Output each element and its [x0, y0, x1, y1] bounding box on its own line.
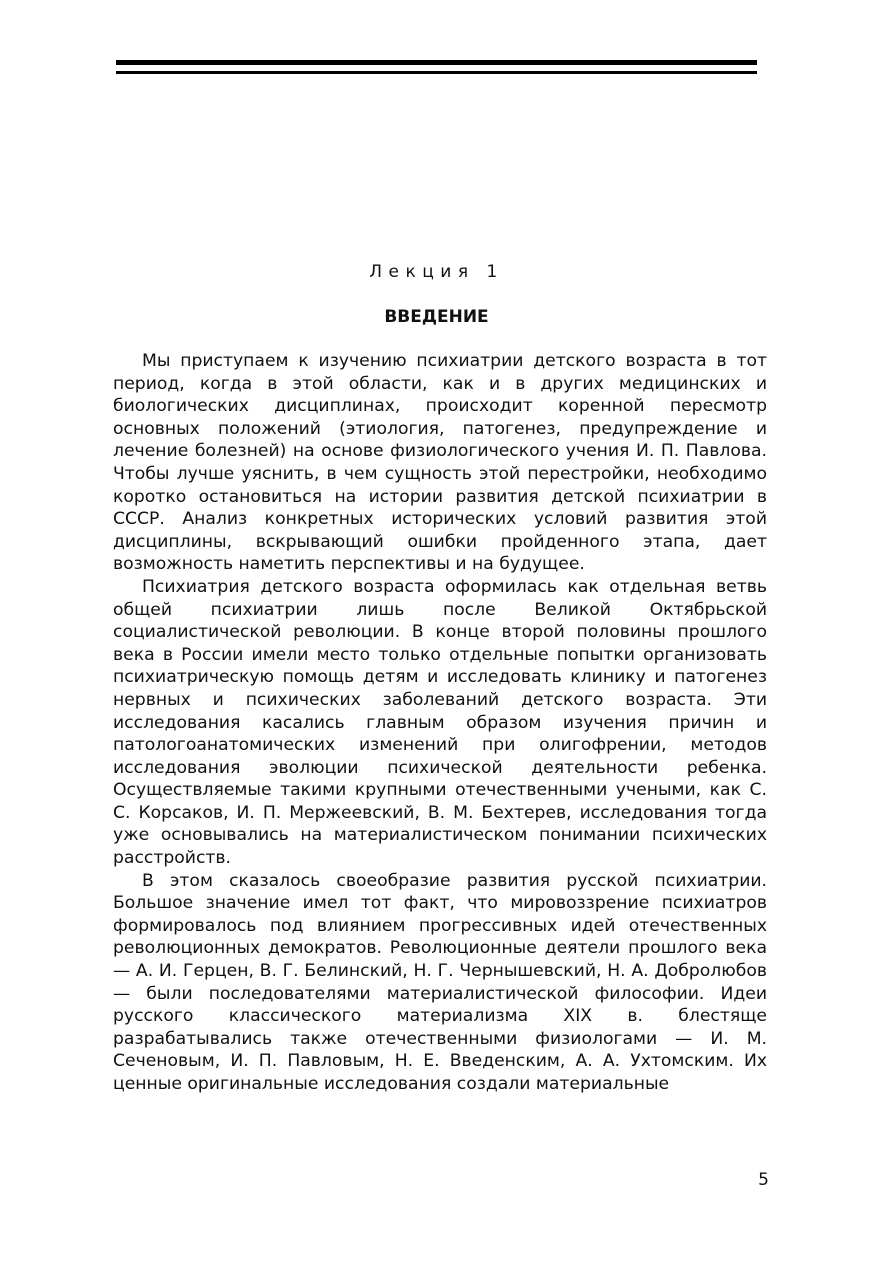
lecture-label: Лекция 1: [369, 262, 504, 282]
header-rule-thick: [116, 60, 757, 65]
paragraph: Мы приступаем к изучению психиатрии детского возраста в тот период, когда в этой области, как и в других медицинских и биологических дисциплинах, происходит коренной пересмотр основных положений (этиология, патогенез, предупреждение и лечение болезней) на основе физиологического учения И. П. Павлова. Чтобы лучше уяснить, в чем сущность этой перестройки, необходимо коротко остановиться на истории развития детской психиатрии в СССР. Анализ конкретных исторических условий развития этой дисциплины, вскрывающий ошибки пройденного этапа, дает возможность наметить перспективы и на будущее.: [113, 351, 767, 575]
page-number: 5: [758, 1170, 769, 1190]
paragraph: Психиатрия детского возраста оформилась как отдельная ветвь общей психиатрии лишь после Великой Октябрьской социалистической революции. В конце второй половины прошлого века в России имели место только отдельные попытки организовать психиатрическую помощь детям и исследовать клинику и патогенез нервных и психических заболеваний детского возраста. Эти исследования касались главным образом изучения причин и патологоанатомических изменений при олигофрении, методов исследования эволюции психической деятельности ребенка. Осуществляемые такими крупными отечественными учеными, как С. С. Корсаков, И. П. Мержеевский, В. М. Бехтерев, исследования тогда уже основывались на материалистическом понимании психических расстройств.: [113, 576, 767, 869]
chapter-title: ВВЕДЕНИЕ: [384, 307, 489, 327]
header-rule-thin: [116, 71, 757, 74]
body-text: [113, 350, 767, 1096]
paragraph: В этом сказалось своеобразие развития русской психиатрии. Большое значение имел тот факт, что мировоззрение психиатров формировалось под влиянием прогрессивных идей отечественных революционных демократов. Революционные деятели прошлого века — А. И. Герцен, В. Г. Белинский, Н. Г. Чернышевский, Н. А. Добролюбов — были последователями материалистической философии. Идеи русского классического материализма XIX в. блестяще разрабатывались также отечественными физиологами — И. М. Сеченовым, И. П. Павловым, Н. Е. Введенским, А. А. Ухтомским. Их ценные оригинальные исследования создали материальные: [113, 870, 767, 1094]
